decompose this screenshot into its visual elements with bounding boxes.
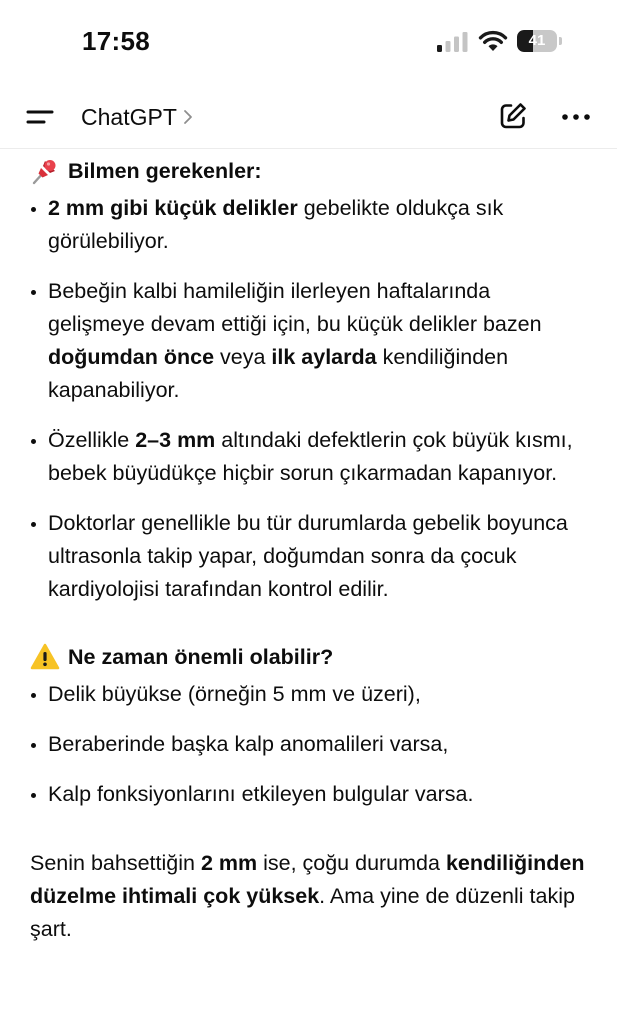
menu-icon[interactable] [24,102,58,132]
header-title: ChatGPT [81,103,177,130]
cellular-signal-icon [437,32,469,52]
status-bar [0,0,617,84]
summary-text: ise, çoğu durumda [257,851,446,875]
list-item-text: veya [214,345,272,369]
battery-body [517,30,557,52]
list-item-text: Doktorlar genellikle bu tür durumlarda gebelik boyunca ultrasonla takip yapar, doğumdan sonra da çocuk kardiyolojisi tarafından kontrol edilir. [48,511,568,601]
list-item-text: Bebeğin kalbi hamileliğin ilerleyen haftalarında gelişmeye devam ettiği için, bu küçük delikler bazen [48,279,542,336]
pushpin-emoji [30,156,60,186]
wifi-icon [478,29,508,53]
model-selector[interactable] [81,102,193,132]
list-item [30,424,590,490]
summary-text: Senin bahsettiğin [30,851,201,875]
bold-text: 2–3 mm [135,428,216,452]
status-time: 17:58 [82,26,150,56]
bold-text: ilk aylarda [271,345,377,369]
warning-emoji [30,642,60,672]
bold-text: 2 mm gibi küçük delikler [48,196,298,220]
summary-paragraph [30,847,590,946]
important-list [30,678,590,811]
know-list [30,192,590,606]
bold-text: 2 mm [200,851,258,875]
section-title-important: Ne zaman önemli olabilir? [68,644,334,669]
app-header [0,84,617,149]
bold-text: doğumdan önce [48,345,215,369]
list-item [30,275,590,407]
list-item: Kalp fonksiyonlarını etkileyen bulgular varsa. [30,778,590,811]
list-item [30,192,590,258]
section-title-know: Bilmen gerekenler: [68,158,262,183]
section-heading-know [30,150,590,192]
chevron-right-icon [183,109,193,125]
list-item-text: kendiliğinden kapanabiliyor. [48,345,509,402]
battery-level: 41 [528,32,546,49]
list-item [30,507,590,606]
list-item-text: gebelikte oldukça sık görülebiliyor. [48,196,504,253]
more-icon[interactable] [560,105,592,129]
bold-text: kendiliğinden düzelme ihtimali çok yüksek [30,851,585,908]
compose-icon[interactable] [498,101,528,131]
list-item: Beraberinde başka kalp anomalileri varsa, [30,728,590,761]
list-item-text: Özellikle [48,428,136,452]
assistant-message [30,150,590,946]
battery-icon [517,30,563,52]
list-item-text: altındaki defektlerin çok büyük kısmı, bebek büyüdükçe hiçbir sorun çıkarmadan kapanıyor. [48,428,573,485]
summary-text: . Ama yine de düzenli takip şart. [30,884,575,941]
list-item: Delik büyükse (örneğin 5 mm ve üzeri), [30,678,590,711]
battery-cap [559,37,562,45]
section-heading-important [30,636,590,678]
